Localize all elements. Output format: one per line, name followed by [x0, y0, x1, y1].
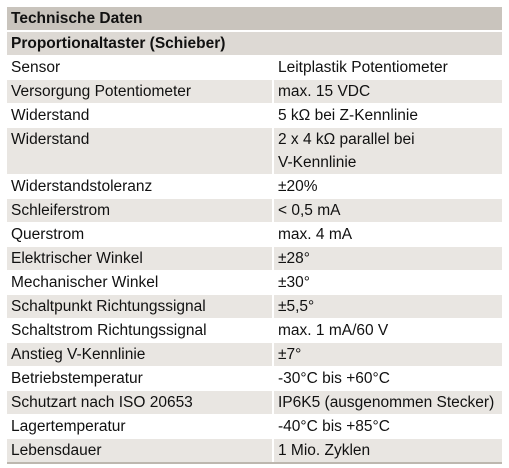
- spec-label-text: Widerstand: [11, 131, 90, 148]
- spec-value: [272, 343, 502, 366]
- spec-label: [7, 223, 272, 246]
- spec-label-text: Sensor: [11, 59, 61, 76]
- spec-label-text: Querstrom: [11, 226, 85, 243]
- spec-value: [272, 56, 502, 79]
- spec-value-line: ±28°: [278, 250, 310, 267]
- spec-label: [7, 104, 272, 127]
- spec-value: [272, 271, 502, 294]
- spec-value: [272, 80, 502, 103]
- spec-label: [7, 247, 272, 270]
- table-row: [7, 198, 502, 222]
- spec-value: [272, 415, 502, 438]
- table-subtitle: Proportionaltaster (Schieber): [7, 32, 502, 55]
- spec-value-line: ±30°: [278, 274, 310, 291]
- table-row: [7, 174, 502, 198]
- spec-label: [7, 56, 272, 79]
- spec-value-line: ±5,5°: [278, 298, 315, 315]
- spec-value: [272, 199, 502, 222]
- table-row: [7, 438, 502, 462]
- spec-value-line: 2 x 4 kΩ parallel bei: [278, 131, 415, 148]
- table-row: [7, 246, 502, 270]
- spec-label-text: Versorgung Potentiometer: [11, 83, 192, 100]
- spec-value: [272, 391, 502, 414]
- spec-label-text: Schleiferstrom: [11, 202, 111, 219]
- table-row: [7, 103, 502, 127]
- spec-label: [7, 295, 272, 318]
- spec-label-text: Elektrischer Winkel: [11, 250, 143, 267]
- spec-label: [7, 199, 272, 222]
- table-row: [7, 127, 502, 174]
- spec-table: [7, 7, 502, 464]
- spec-label-text: Schutzart nach ISO 20653: [11, 394, 193, 411]
- spec-value-line: ±20%: [278, 178, 318, 195]
- spec-label-text: Schaltstrom Richtungssignal: [11, 322, 207, 339]
- table-row: [7, 414, 502, 438]
- spec-label: [7, 271, 272, 294]
- spec-label: [7, 343, 272, 366]
- spec-value-line: < 0,5 mA: [278, 202, 341, 219]
- spec-value: [272, 175, 502, 198]
- spec-label: [7, 367, 272, 390]
- spec-value-line: 1 Mio. Zyklen: [278, 442, 371, 459]
- spec-value: [272, 439, 502, 462]
- spec-label: [7, 128, 272, 174]
- spec-rows: [7, 55, 502, 462]
- spec-value-line: IP6K5 (ausgenommen Stecker): [278, 394, 495, 411]
- spec-label: [7, 80, 272, 103]
- table-row: [7, 294, 502, 318]
- spec-value: [272, 367, 502, 390]
- table-row: [7, 390, 502, 414]
- spec-value: [272, 128, 502, 174]
- spec-value-line: max. 15 VDC: [278, 83, 371, 100]
- spec-value-line: -30°C bis +60°C: [278, 370, 390, 387]
- spec-label-text: Lebensdauer: [11, 442, 102, 459]
- spec-value-line: Leitplastik Potentiometer: [278, 59, 448, 76]
- spec-value: [272, 295, 502, 318]
- spec-label: [7, 319, 272, 342]
- spec-value-line: max. 4 mA: [278, 226, 353, 243]
- spec-label: [7, 391, 272, 414]
- spec-label-text: Betriebstemperatur: [11, 370, 143, 387]
- spec-label-text: Mechanischer Winkel: [11, 274, 159, 291]
- table-row: [7, 342, 502, 366]
- spec-value: [272, 319, 502, 342]
- table-row: [7, 366, 502, 390]
- spec-value: [272, 104, 502, 127]
- spec-value: [272, 247, 502, 270]
- spec-value: [272, 223, 502, 246]
- spec-label-text: Anstieg V-Kennlinie: [11, 346, 146, 363]
- table-title: Technische Daten: [7, 7, 502, 30]
- spec-label: [7, 175, 272, 198]
- spec-label-text: Lagertemperatur: [11, 418, 126, 435]
- table-row: [7, 55, 502, 79]
- table-row: [7, 79, 502, 103]
- spec-label-text: Widerstand: [11, 107, 90, 124]
- spec-label-text: Widerstandstoleranz: [11, 178, 153, 195]
- table-row: [7, 222, 502, 246]
- spec-value-line: V-Kennlinie: [278, 154, 357, 171]
- table-row: [7, 318, 502, 342]
- spec-value-line: -40°C bis +85°C: [278, 418, 390, 435]
- table-row: [7, 270, 502, 294]
- spec-value-line: max. 1 mA/60 V: [278, 322, 389, 339]
- spec-label: [7, 415, 272, 438]
- spec-value-line: ±7°: [278, 346, 302, 363]
- spec-label: [7, 439, 272, 462]
- spec-label-text: Schaltpunkt Richtungssignal: [11, 298, 206, 315]
- spec-value-line: 5 kΩ bei Z-Kennlinie: [278, 107, 418, 124]
